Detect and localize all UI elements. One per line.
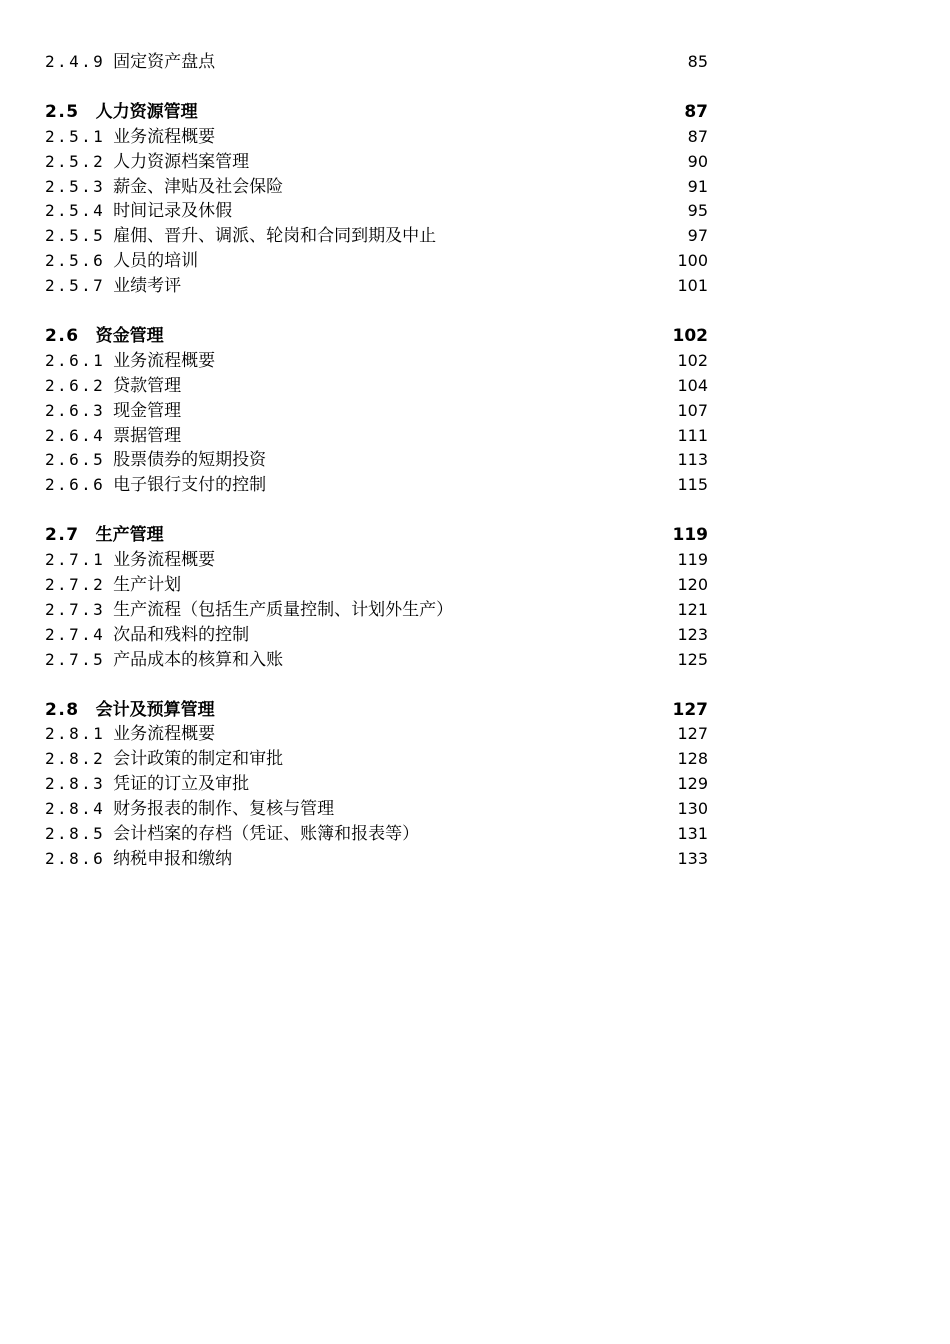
toc-entry-title: 人力资源档案管理 (113, 151, 250, 172)
toc-section-heading[interactable] (45, 100, 708, 125)
toc-section (45, 100, 708, 299)
toc-entry-number: 2.6.6 (45, 475, 106, 495)
table-of-contents (45, 50, 708, 872)
toc-entry-page-number: 130 (677, 799, 708, 819)
toc-entry-title: 业务流程概要 (113, 550, 216, 571)
toc-entry-label (45, 374, 181, 399)
toc-entry-title: 产品成本的核算和入账 (113, 649, 284, 670)
toc-entry-number: 2.5.7 (45, 276, 106, 296)
toc-entry-page-number: 101 (677, 276, 708, 296)
toc-entry-title: 现金管理 (113, 400, 182, 421)
toc-entry-label (45, 623, 249, 648)
toc-entry-number: 2.5 (45, 101, 80, 122)
toc-entry-number: 2.8.2 (45, 749, 106, 769)
toc-section (45, 698, 708, 872)
toc-entry-title: 人力资源管理 (95, 101, 198, 122)
toc-entry[interactable] (45, 722, 708, 747)
toc-entry[interactable] (45, 175, 708, 200)
toc-entry-label (45, 822, 419, 847)
toc-entry[interactable] (45, 598, 708, 623)
toc-section-heading[interactable] (45, 523, 708, 548)
toc-entry-title: 财务报表的制作、复核与管理 (113, 799, 335, 820)
toc-entry-number: 2.6 (45, 326, 80, 347)
toc-entry-number: 2.7.3 (45, 599, 106, 619)
toc-entry-title: 固定资产盘点 (113, 52, 216, 72)
toc-entry-page-number: 111 (677, 425, 708, 445)
toc-entry[interactable] (45, 374, 708, 399)
toc-entry-page-number: 123 (677, 624, 708, 644)
toc-entry[interactable] (45, 224, 708, 249)
toc-entry-label (45, 100, 198, 125)
toc-entry-label (45, 722, 215, 747)
toc-entry-label (45, 772, 249, 797)
toc-entry-label (45, 847, 232, 872)
toc-entry-page-number: 87 (687, 126, 708, 146)
toc-entry-title: 生产管理 (95, 525, 164, 546)
toc-entry-label (45, 797, 334, 822)
toc-entry-number: 2.7.4 (45, 624, 106, 644)
toc-entry[interactable] (45, 424, 708, 449)
toc-entry-page-number: 133 (677, 848, 708, 868)
toc-entry-title: 人员的培训 (113, 251, 199, 272)
toc-entry-page-number: 85 (687, 52, 708, 71)
toc-entry-page-number: 104 (677, 375, 708, 395)
toc-entry-number: 2.6.2 (45, 375, 106, 395)
toc-entry-page-number: 127 (672, 699, 708, 720)
toc-entry-number: 2.8.1 (45, 724, 106, 744)
toc-entry-title: 生产流程（包括生产质量控制、计划外生产） (113, 599, 454, 620)
toc-entry-number: 2.7 (45, 525, 80, 546)
toc-entry-title: 时间记录及休假 (113, 201, 233, 222)
toc-entry-page-number: 125 (677, 649, 708, 669)
toc-entry-label (45, 125, 215, 150)
toc-entry-page-number: 127 (677, 724, 708, 744)
toc-entry-label (45, 150, 249, 175)
toc-entry-page-number: 120 (677, 575, 708, 595)
toc-entry-label (45, 473, 266, 498)
toc-entry[interactable] (45, 199, 708, 224)
toc-entry-page-number: 115 (677, 475, 708, 495)
toc-entry-label (45, 399, 181, 424)
toc-entry-page-number: 107 (677, 400, 708, 420)
toc-entry[interactable] (45, 747, 708, 772)
toc-entry-title: 业务流程概要 (113, 126, 216, 147)
toc-entry-page-number: 131 (677, 824, 708, 844)
toc-section-heading[interactable] (45, 698, 708, 723)
toc-entry-label (45, 50, 215, 75)
toc-entry[interactable] (45, 772, 708, 797)
toc-entry-title: 资金管理 (95, 326, 164, 347)
toc-entry-page-number: 90 (687, 151, 708, 171)
toc-entry-label (45, 523, 164, 548)
toc-entry-number: 2.8.3 (45, 774, 106, 794)
toc-entry-label (45, 747, 283, 772)
toc-entry-page-number: 97 (687, 226, 708, 246)
toc-entry-title: 业绩考评 (113, 276, 182, 297)
toc-entry[interactable] (45, 150, 708, 175)
toc-entry-number: 2.5.1 (45, 126, 106, 146)
toc-entry-page-number: 91 (687, 176, 708, 196)
toc-section (45, 324, 708, 498)
toc-entry[interactable] (45, 797, 708, 822)
toc-entry-title: 票据管理 (113, 425, 182, 446)
toc-entry-number: 2.8.5 (45, 824, 106, 844)
toc-entry-number: 2.8.6 (45, 848, 106, 868)
toc-entry-label (45, 224, 436, 249)
toc-entry[interactable] (45, 274, 708, 299)
toc-entry-label (45, 648, 283, 673)
toc-entry-number: 2.6.4 (45, 425, 106, 445)
toc-entry-title: 生产计划 (113, 575, 182, 596)
toc-entry-title: 薪金、津贴及社会保险 (113, 176, 284, 197)
toc-entry[interactable] (45, 448, 708, 473)
toc-entry[interactable] (45, 573, 708, 598)
toc-entry-title: 业务流程概要 (113, 350, 216, 371)
toc-entry-page-number: 119 (672, 525, 708, 546)
toc-entry[interactable] (45, 349, 708, 374)
toc-entry-page-number: 102 (672, 326, 708, 347)
toc-entry-label (45, 274, 181, 299)
toc-entry-title: 凭证的订立及审批 (113, 774, 250, 795)
toc-entry-label (45, 175, 283, 200)
toc-section (45, 50, 708, 75)
toc-entry-number: 2.5.5 (45, 226, 106, 246)
toc-entry-number: 2.4.9 (45, 52, 106, 71)
toc-entry-label (45, 698, 215, 723)
toc-entry-title: 电子银行支付的控制 (113, 475, 267, 496)
toc-entry[interactable] (45, 847, 708, 872)
toc-entry-number: 2.7.2 (45, 575, 106, 595)
toc-entry-label (45, 324, 164, 349)
toc-entry-page-number: 128 (677, 749, 708, 769)
toc-entry-title: 会计档案的存档（凭证、账簿和报表等） (113, 824, 420, 845)
toc-entry-title: 会计及预算管理 (95, 699, 215, 720)
toc-entry[interactable] (45, 249, 708, 274)
toc-entry-label (45, 598, 453, 623)
toc-entry-number: 2.8 (45, 699, 80, 720)
toc-entry-number: 2.6.3 (45, 400, 106, 420)
toc-entry-number: 2.6.5 (45, 450, 106, 470)
toc-entry-label (45, 349, 215, 374)
toc-entry-title: 会计政策的制定和审批 (113, 749, 284, 770)
toc-entry-label (45, 573, 181, 598)
toc-entry-page-number: 95 (687, 201, 708, 221)
toc-entry-number: 2.5.4 (45, 201, 106, 221)
toc-entry-page-number: 121 (677, 599, 708, 619)
toc-entry-label (45, 424, 181, 449)
toc-entry[interactable] (45, 648, 708, 673)
toc-entry[interactable] (45, 548, 708, 573)
toc-entry[interactable] (45, 473, 708, 498)
toc-entry-page-number: 102 (677, 350, 708, 370)
toc-entry-number: 2.7.1 (45, 550, 106, 570)
toc-entry-page-number: 129 (677, 774, 708, 794)
toc-entry-title: 纳税申报和缴纳 (113, 848, 233, 869)
toc-entry-label (45, 249, 198, 274)
toc-entry-number: 2.5.6 (45, 251, 106, 271)
toc-entry-number: 2.8.4 (45, 799, 106, 819)
toc-entry-title: 股票债券的短期投资 (113, 450, 267, 471)
toc-entry-label (45, 548, 215, 573)
toc-entry-title: 雇佣、晋升、调派、轮岗和合同到期及中止 (113, 226, 437, 247)
toc-entry-label (45, 199, 232, 224)
toc-entry-page-number: 119 (677, 550, 708, 570)
toc-entry[interactable] (45, 50, 708, 75)
toc-entry[interactable] (45, 125, 708, 150)
toc-entry-number: 2.6.1 (45, 350, 106, 370)
toc-entry-page-number: 87 (684, 101, 708, 122)
toc-entry[interactable] (45, 822, 708, 847)
toc-entry-title: 贷款管理 (113, 375, 182, 396)
toc-entry-page-number: 100 (677, 251, 708, 271)
toc-entry[interactable] (45, 399, 708, 424)
toc-entry-label (45, 448, 266, 473)
toc-entry-number: 2.7.5 (45, 649, 106, 669)
toc-entry-number: 2.5.2 (45, 151, 106, 171)
toc-entry-page-number: 113 (677, 450, 708, 470)
toc-section (45, 523, 708, 672)
toc-entry-title: 业务流程概要 (113, 724, 216, 745)
toc-section-heading[interactable] (45, 324, 708, 349)
toc-entry[interactable] (45, 623, 708, 648)
toc-entry-number: 2.5.3 (45, 176, 106, 196)
toc-entry-title: 次品和残料的控制 (113, 624, 250, 645)
